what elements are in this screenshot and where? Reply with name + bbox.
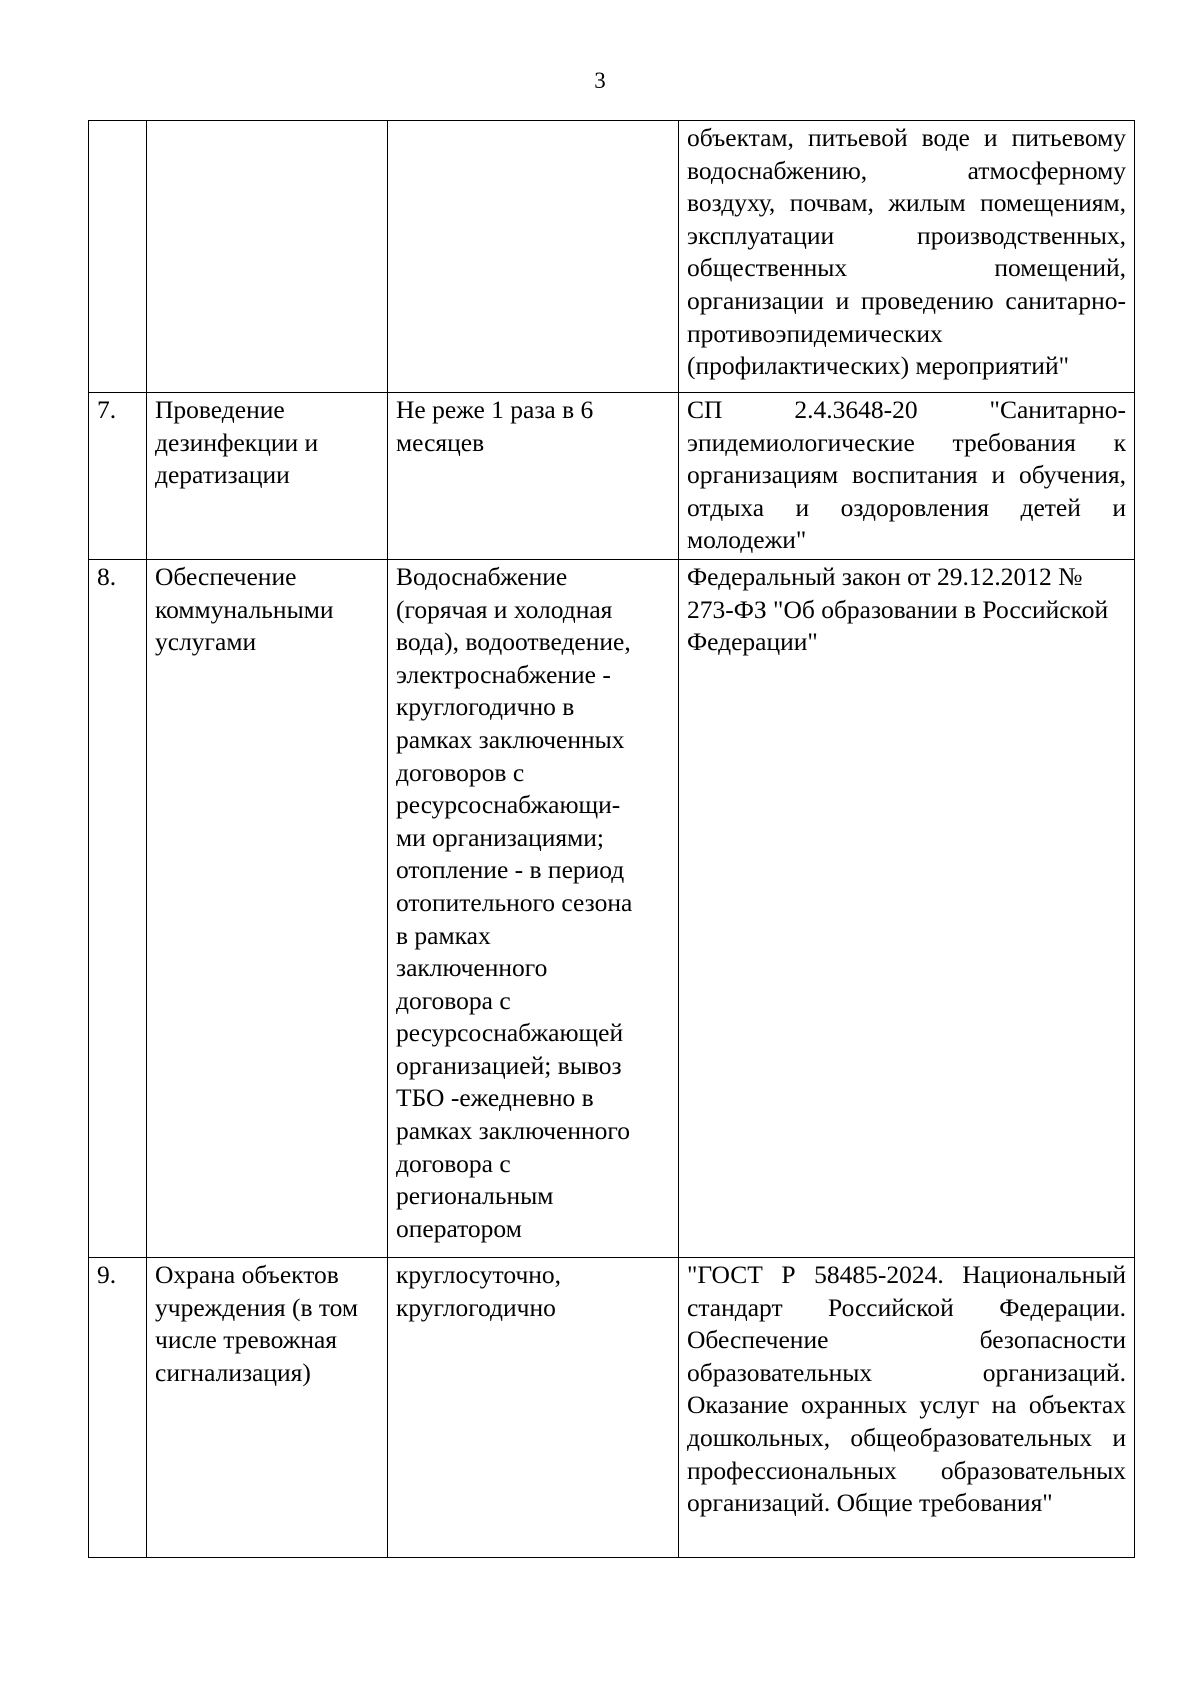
legal-basis-cell: "ГОСТ Р 58485-2024. Национальный стандарт Российской Федерации. Обеспечение безопасности образовательных организаций. Оказание охранных услуг на объектах дошкольных, общеобразовательных и профессиональных образовательных организаций. Общие требования" xyxy=(679,1257,1135,1557)
row-number-cell xyxy=(89,121,147,393)
frequency-cell: круглосуточно, круглогодично xyxy=(388,1257,679,1557)
table-row xyxy=(89,121,1135,393)
row-number-cell: 9. xyxy=(89,1257,147,1557)
measure-name-cell xyxy=(147,121,388,393)
frequency-cell xyxy=(388,121,679,393)
measures-table xyxy=(88,120,1135,1558)
frequency-cell: Водоснабжение (горячая и холодная вода), водоотведение, электроснабжение - круглогодично в рамках заключенных договоров с ресурсоснабжающи- ми организациями; отопление - в период отопительного сезона в рамках заключенного договора с ресурсоснабжающей организацией; вывоз ТБО -ежедневно в рамках заключенного договора с региональным оператором xyxy=(388,559,679,1257)
legal-basis-cell: объектам, питьевой воде и питьевому водоснабжению, атмосферному воздуху, почвам, жилым помещениям, эксплуатации производственных, общественных помещений, организации и проведению санитарно-противоэпидемических (профилактических) мероприятий" xyxy=(679,121,1135,393)
row-number-cell: 8. xyxy=(89,559,147,1257)
table-row xyxy=(89,559,1135,1257)
frequency-cell: Не реже 1 раза в 6 месяцев xyxy=(388,393,679,560)
legal-basis-cell: СП 2.4.3648-20 "Санитарно-эпидемиологические требования к организациям воспитания и обучения, отдыха и оздоровления детей и молодежи" xyxy=(679,393,1135,560)
measure-name-cell: Охрана объектов учреждения (в том числе тревожная сигнализация) xyxy=(147,1257,388,1557)
table-row xyxy=(89,393,1135,560)
table-row xyxy=(89,1257,1135,1557)
page-number: 3 xyxy=(594,68,606,93)
row-number-cell: 7. xyxy=(89,393,147,560)
legal-basis-cell: Федеральный закон от 29.12.2012 № 273-ФЗ "Об образовании в Российской Федерации" xyxy=(679,559,1135,1257)
measure-name-cell: Обеспечение коммунальными услугами xyxy=(147,559,388,1257)
measure-name-cell: Проведение дезинфекции и дератизации xyxy=(147,393,388,560)
